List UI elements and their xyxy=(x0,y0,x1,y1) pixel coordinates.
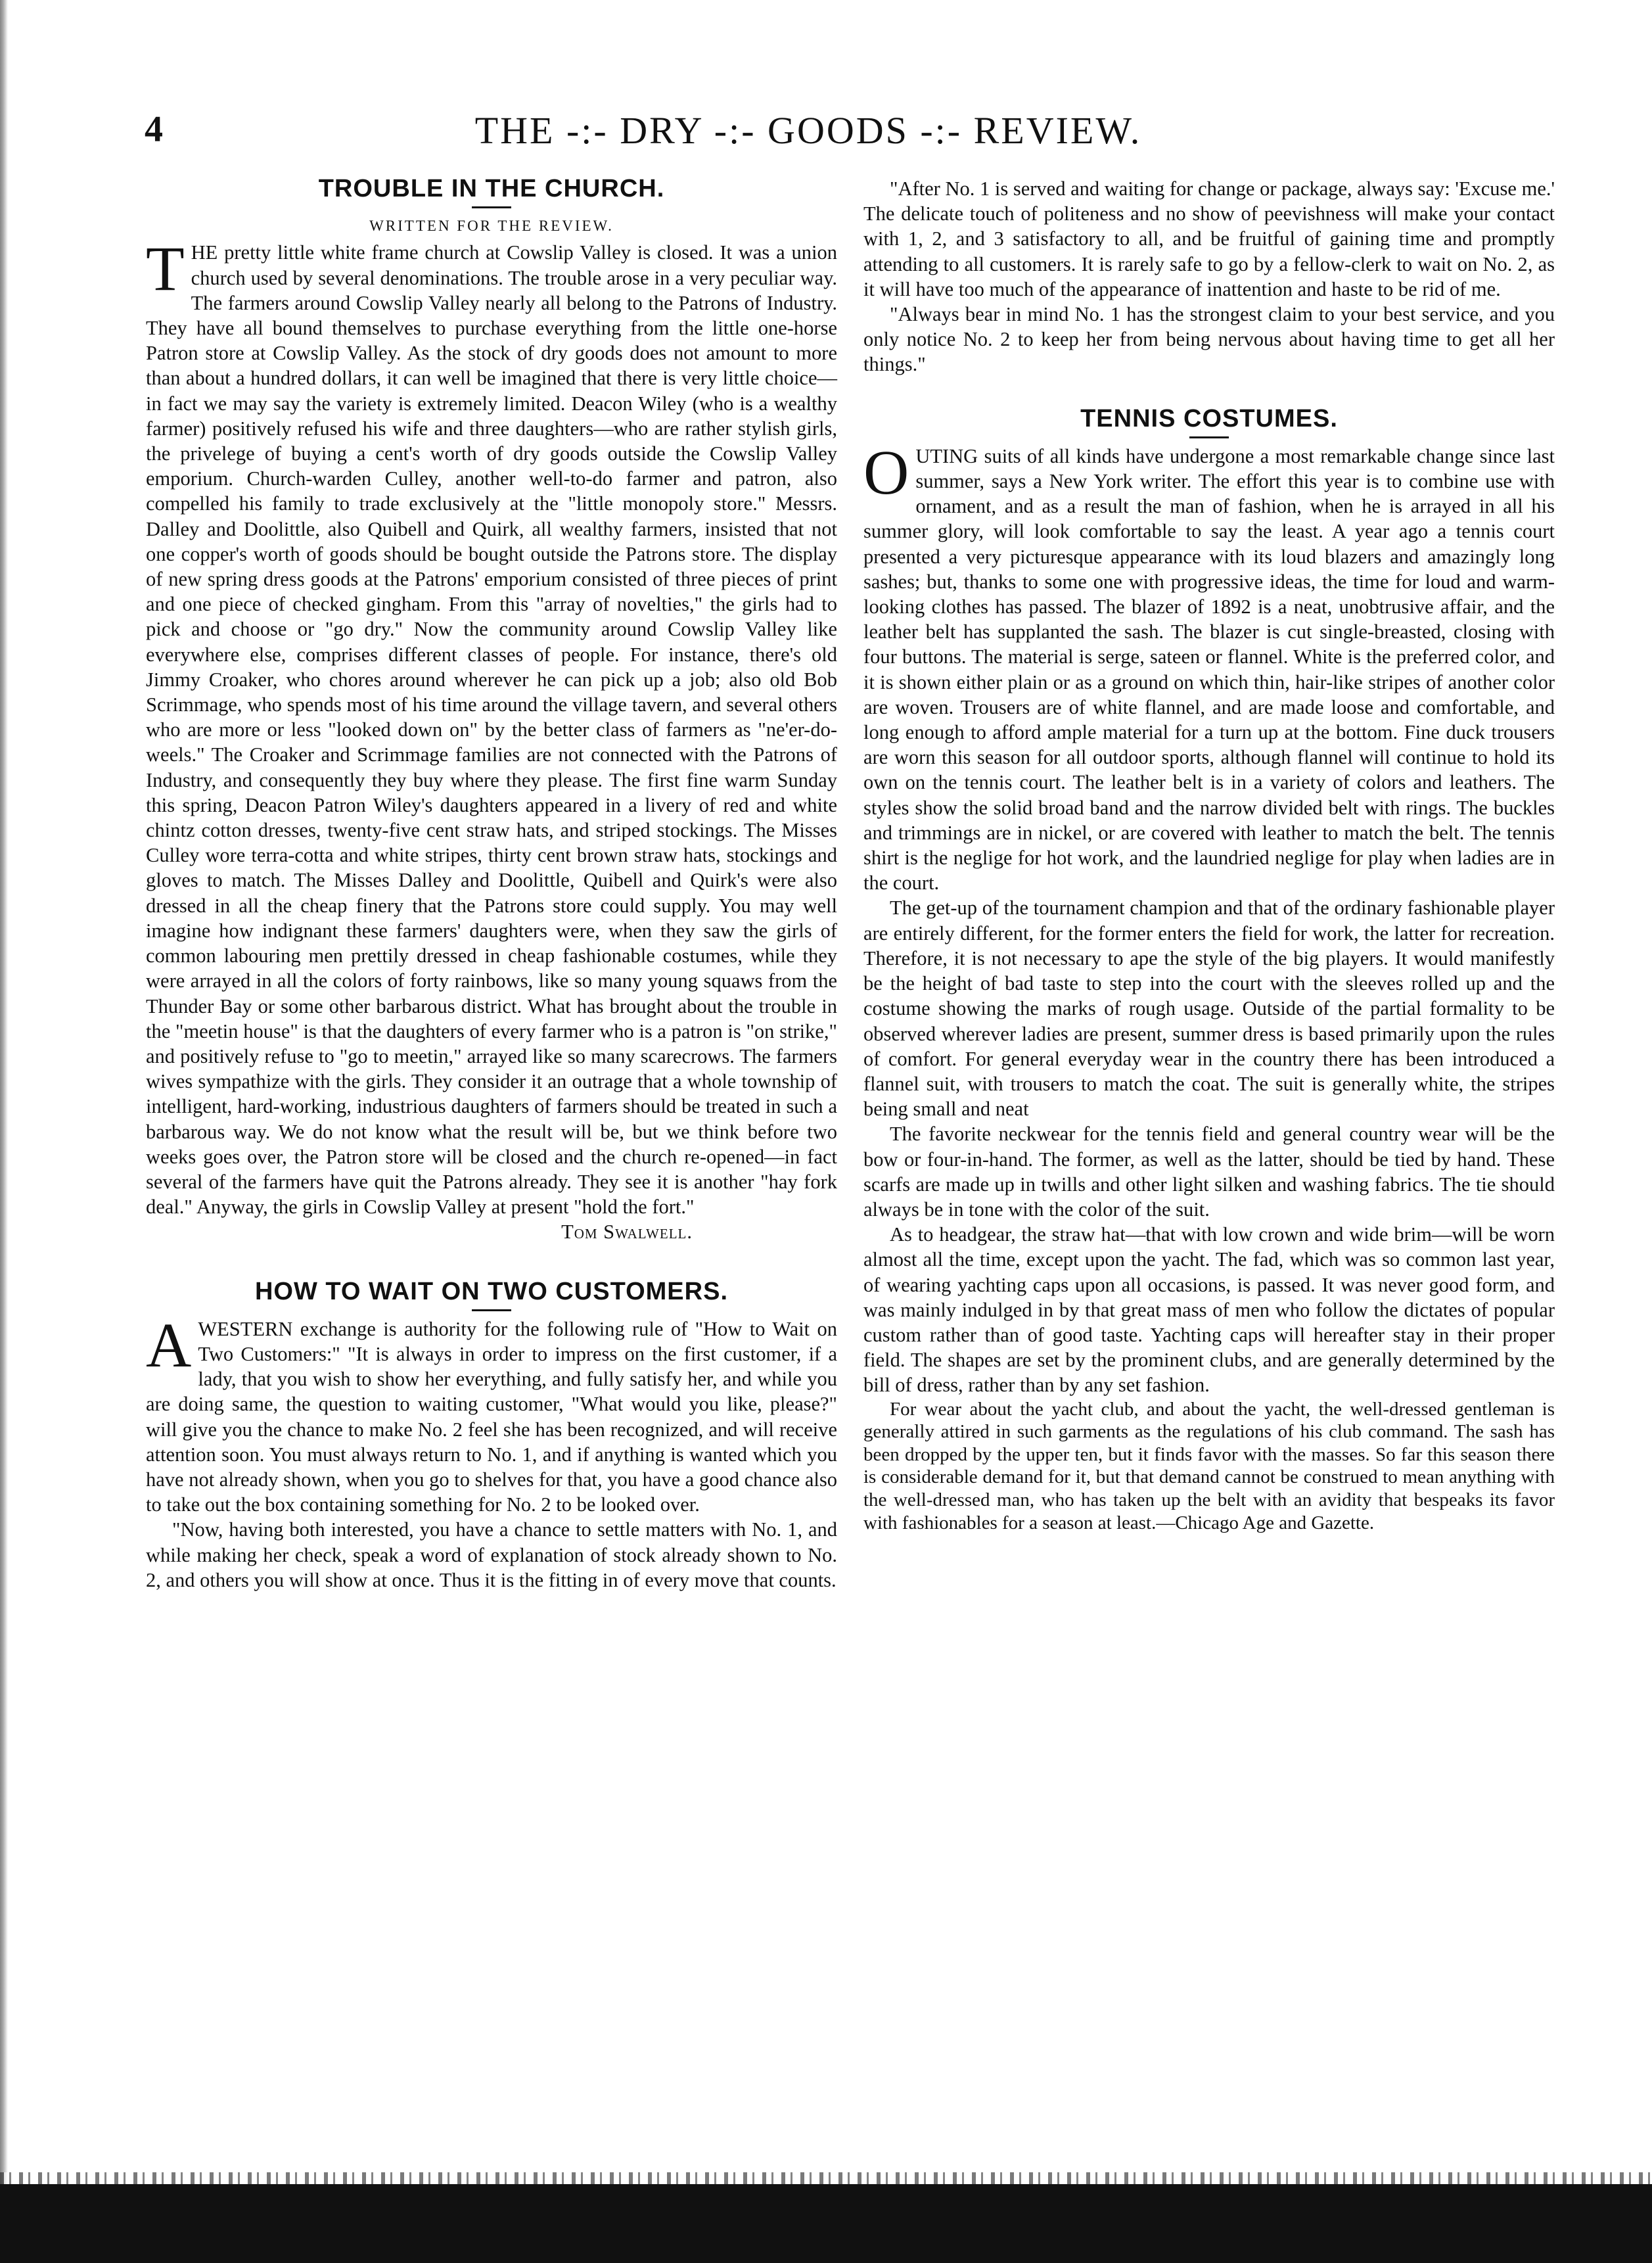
article-paragraph: "Now, having both interested, you have a chance to settle matters with No. 1, and while making her check, speak a word of explanation of stock already shown to No. 2, and others you will show at once. Thus it is the fitting in of every move that counts. xyxy=(146,1518,837,1591)
title-rule xyxy=(472,1309,511,1311)
article-title: TENNIS COSTUMES. xyxy=(1080,404,1338,432)
article-paragraph: "Always bear in mind No. 1 has the strongest claim to your best service, and you only notice No. 2 to keep her from being nervous about having time to get all her things." xyxy=(863,303,1555,376)
paragraph-text: UTING suits of all kinds have undergone a most remarkable change since last summer, says a New York writer. The effort this year is to combine use with ornament, and as a result the man of fashion, when he is arrayed in all his summer glory, will look comfortable to say the least. A year ago a tennis court presented a very picturesque appearance with its loud blazers and amazingly long sashes; but, thanks to some one with progressive ideas, the time for loud and warm-looking clothes has passed. The blazer of 1892 is a neat, unobtrusive affair, and the leather belt has supplanted the sash. The blazer is cut single-breasted, closing with four buttons. The material is serge, sateen or flannel. White is the preferred color, and it is shown either plain or as a ground on which thin, hair-like stripes of another color are woven. Trousers are of white flannel, and are made loose and comfortable, and long enough to afford ample material for a turn up at the bottom. Fine duck trousers are worn this season for all outdoor sports, although flannel will continue to hold its own on the tennis court. The leather belt is in a variety of colors and leathers. The styles show the solid broad band and the narrow divided belt with rings. The buckles and trimmings are in nickel, or are covered with leather to match the belt. The tennis shirt is the neglige for hot work, and the laundried neglige for play when ladies are in the court. xyxy=(863,444,1555,895)
right-column xyxy=(863,176,1555,1534)
article-how-to-wait xyxy=(146,1279,837,1593)
paragraph-text: WESTERN exchange is authority for the following rule of "How to Wait on Two Customers:" "It is always in order to impress on the first customer, if a lady, that you wish to show her everything, and fully satisfy her, and while you are doing same, the question to waiting customer, "What would you like, please?" will give you the chance to make No. 2 feel she has been recognized, and will receive attention soon. You must always return to No. 1, and if anything is wanted which you have not already shown, when you go to shelves for that, you have a good chance also to take out the box containing something for No. 2 to be looked over. xyxy=(146,1317,837,1516)
article-paragraph: As to headgear, the straw hat—that with low crown and wide brim—will be worn almost all the time, except upon the yacht. The fad, which was so common last year, of wearing yachting caps upon all occasions, is passed. It was never good form, and was mainly indulged in by that great mass of men who follow the dictates of popular custom rather than of good taste. Yachting caps will hereafter stay in their proper field. The shapes are set by the prominent clubs, and are generally determined by the bill of dress, rather than by any set fashion. xyxy=(863,1223,1555,1397)
drop-cap: A xyxy=(146,1309,192,1380)
article-paragraph xyxy=(863,436,1555,896)
article-how-to-wait-continued xyxy=(863,176,1555,377)
page-number: 4 xyxy=(145,109,163,150)
article-paragraph xyxy=(146,1309,837,1518)
article-paragraph xyxy=(146,233,837,1219)
article-paragraph: "After No. 1 is served and waiting for change or package, always say: 'Excuse me.' The delicate touch of politeness and no show of peevishness will make your contact with 1, 2, and 3 satisfactory to all, and be fruitful of gaining time and promptly attending to all customers. It is rarely safe to go by a fellow-clerk to wait on No. 2, as it will have too much of the appearance of inattention and haste to be rid of me. xyxy=(863,177,1555,300)
article-paragraph: The favorite neckwear for the tennis field and general country wear will be the bow or four-in-hand. The former, as well as the latter, should be tied by hand. These scarfs are made up in twills and other light silken and washing fabrics. The tie should always be in tone with the color of the suit. xyxy=(863,1123,1555,1221)
scan-bottom-edge xyxy=(0,2184,1652,2263)
drop-cap: O xyxy=(863,436,909,507)
drop-cap: T xyxy=(146,233,185,304)
page-header xyxy=(145,108,1472,161)
running-title: THE -:- DRY -:- GOODS -:- REVIEW. xyxy=(474,109,1142,152)
article-signature: Tom Swalwell. xyxy=(561,1221,693,1244)
paragraph-text: HE pretty little white frame church at Cowslip Valley is closed. It was a union church used by several denominations. The trouble arose in a very peculiar way. The farmers around Cowslip Valley nearly all belong to the Patrons of Industry. They have all bound themselves to purchase everything from the little one-horse Patron store at Cowslip Valley. As the stock of dry goods does not amount to more than about a hundred dollars, it can well be imagined that there is very little choice—in fact we may say the variety is extremely limited. Deacon Wiley (who is a wealthy farmer) positively refused his wife and three daughters—who are rather stylish girls, the privelege of buying a cent's worth of dry goods outside the Cowslip Valley emporium. Church-warden Culley, another well-to-do farmer and patron, also compelled his family to trade exclusively at the "little monopoly store." Messrs. Dalley and Doolittle, also Quibell and Quirk, all wealthy farmers, insisted that not one copper's worth of goods should be bought outside the Patrons store. The display of new spring dress goods at the Patrons' emporium consisted of three pieces of print and one piece of checked gingham. From this "array of novelties," the girls had to pick and choose or "go dry." Now the community around Cowslip Valley like everywhere else, comprises different classes of people. For instance, there's old Jimmy Croaker, who chores around wherever he can pick up a job; also old Bob Scrimmage, who spends most of his time around the village tavern, and several others who are more or less "looked down on" by the better class of farmers as "ne'er-do-weels." The Croaker and Scrimmage families are not connected with the Patrons of Industry, and consequently they buy where they please. The first fine warm Sunday this spring, Deacon Patron Wiley's daughters appeared in a livery of red and white chintz cotton dresses, twenty-five cent straw hats, and striped stockings. The Misses Culley wore terra-cotta and white stripes, thirty cent brown straw hats, stockings and gloves to match. The Misses Dalley and Doolittle, Quibell and Quirk's were also dressed in all the cheap finery that the Patrons store could supply. You may well imagine how indignant these farmers' daughters were, when they saw the girls of common labouring men prettily dressed in cheap fashionable costumes, while they were arrayed in all the colors of forty rainbows, like so many young squaws from the Thunder Bay or some other barbarous district. What has brought about the trouble in the "meetin house" is that the daughters of every farmer who is a patron is "on strike," and positively refuse to "go to meetin," arrayed like so many scarecrows. The farmers wives sympathize with the girls. They consider it an outrage that a whole township of intelligent, hard-working, industrious daughters of farmers should be treated in such a barbarous way. We do not know what the result will be, but we think before two weeks goes over, the Patron store will be closed and the church re-opened—in fact several of the farmers have quit the Patrons already. They see it is another "hay fork deal." Anyway, the girls in Cowslip Valley at present "hold the fort." xyxy=(146,241,837,1219)
article-tennis-costumes xyxy=(863,406,1555,1534)
scan-binding-edge xyxy=(0,0,8,2263)
article-paragraph: For wear about the yacht club, and about the yacht, the well-dressed gentleman is generally attired in such garments as the regulations of his club command. The sash has been dropped by the upper ten, but it finds favor with the masses. So far this season there is considerable demand for it, but that demand cannot be construed to mean anything with the well-dressed man, who has taken up the belt with an avidity that bespeaks its favor with fashionables for a season at least.—Chicago Age and Gazette. xyxy=(863,1398,1555,1533)
article-title: TROUBLE IN THE CHURCH. xyxy=(318,175,665,202)
title-rule xyxy=(472,206,511,208)
article-byline: WRITTEN FOR THE REVIEW. xyxy=(369,218,614,235)
title-rule xyxy=(1189,436,1229,438)
article-title: HOW TO WAIT ON TWO CUSTOMERS. xyxy=(254,1277,728,1305)
article-paragraph: The get-up of the tournament champion and that of the ordinary fashionable player are entirely different, for the former enters the field for work, the latter for recreation. Therefore, it is not necessary to ape the style of the big players. It would manifestly be the height of bad taste to step into the court with the sleeves rolled up and the costume showing the marks of rough usage. Outside of the partial formality to be observed wherever ladies are present, summer dress is based primarily upon the rules of comfort. For general everyday wear in the country there has been introduced a flannel suit, with trousers to match the coat. The suit is generally white, the stripes being small and neat xyxy=(863,897,1555,1121)
left-column xyxy=(146,176,837,1593)
article-trouble-in-the-church xyxy=(146,176,837,1245)
